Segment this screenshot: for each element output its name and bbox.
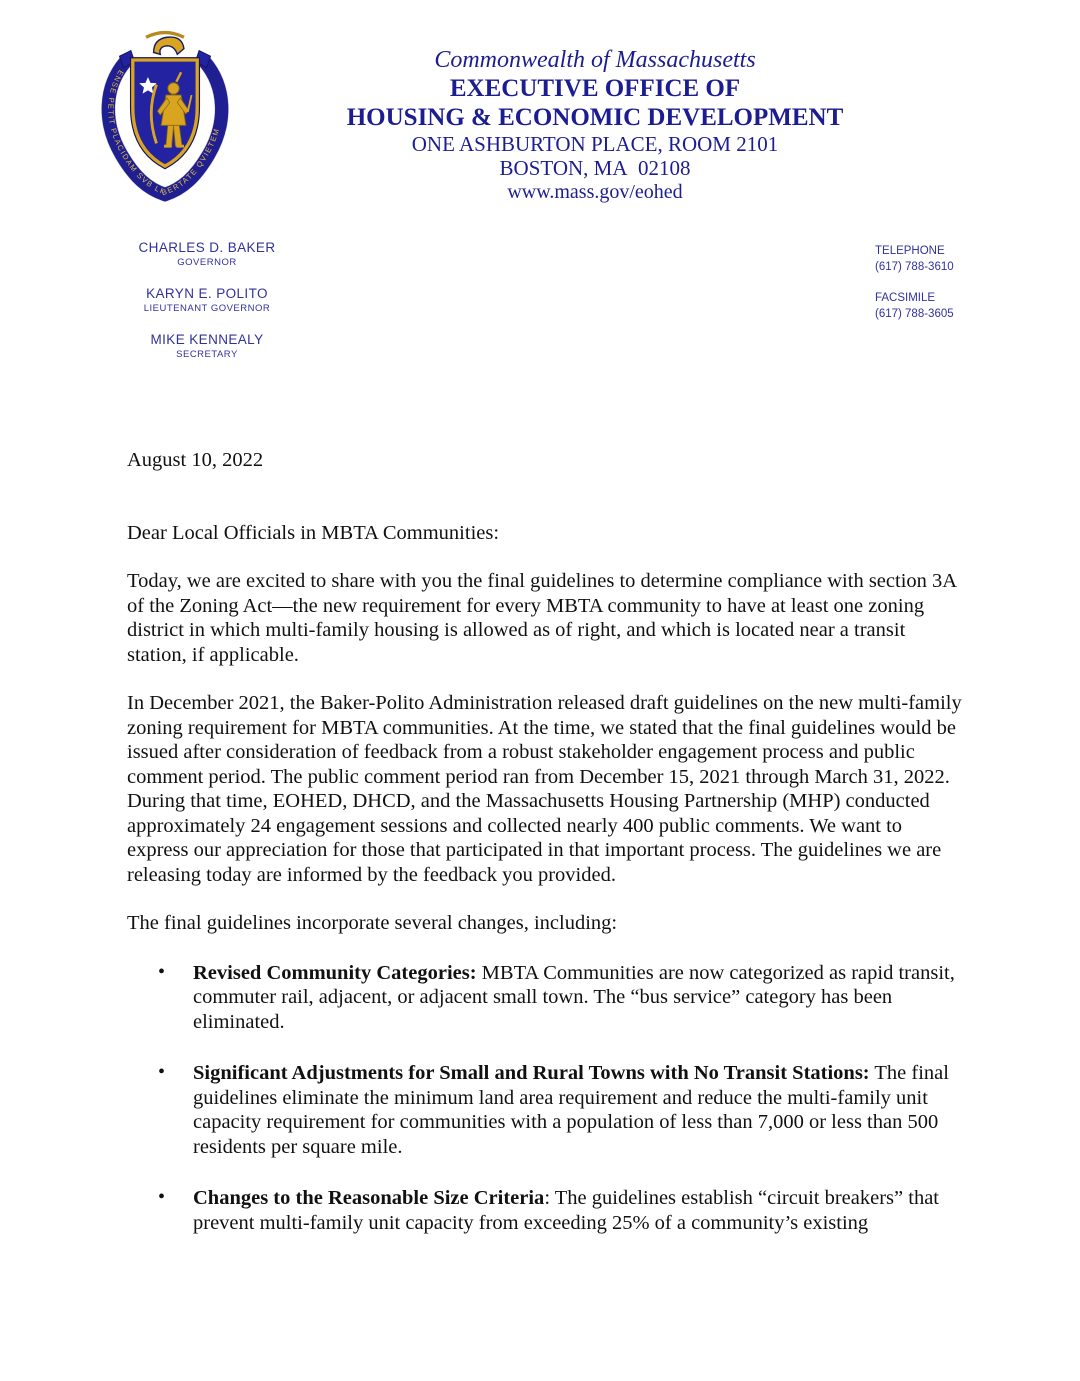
bullet-text: MBTA Communities are now categorized as rapid transit, commuter rail, adjacent, or adjacent small town. The “bus service” category has been eliminated.: [193, 961, 955, 1033]
office-line-1: EXECUTIVE OFFICE OF: [449, 75, 741, 102]
facsimile-number: (617) 788-3605: [875, 308, 954, 320]
letterhead: [150, 46, 1040, 204]
bullet-icon: •: [158, 1186, 166, 1208]
changes-list: [127, 961, 965, 1236]
letter-date: August 10, 2022: [127, 449, 264, 471]
bullet-icon: •: [158, 960, 166, 983]
telephone-label: TELEPHONE: [875, 245, 945, 257]
telephone-block: [875, 243, 954, 275]
bullet-lead: Revised Community Categories:: [193, 961, 477, 984]
facsimile-label: FACSIMILE: [875, 292, 936, 304]
website-url: www.mass.gov/eohed: [507, 181, 683, 203]
official-lt-governor: [117, 286, 297, 315]
bullet-text: The final guidelines eliminate the minimum land area requirement and reduce the multi-family unit capacity requirement for communities with a population of less than 7,000 or less than 500 residents per square mile.: [193, 1062, 949, 1158]
contact-info: [875, 243, 954, 337]
official-governor: [117, 240, 297, 269]
svg-text:ENSE PETIT PLACIDAM SVB LIBERT: ENSE PETIT PLACIDAM SVB LIBERTATE QVIETEM: [106, 68, 222, 198]
list-item-small-rural-towns: [127, 1061, 965, 1159]
official-name: MIKE KENNEALY: [150, 332, 264, 347]
official-secretary: [117, 332, 297, 361]
official-title: SECRETARY: [176, 349, 238, 360]
officials-list: [117, 240, 297, 378]
list-item-community-categories: [127, 961, 965, 1035]
list-intro: The final guidelines incorporate several changes, including:: [127, 912, 618, 934]
org-name-line: Commonwealth of Massachusetts: [434, 47, 756, 73]
official-name: CHARLES D. BAKER: [138, 240, 276, 255]
official-title: LIEUTENANT GOVERNOR: [143, 303, 271, 314]
telephone-number: (617) 788-3610: [875, 261, 954, 273]
address-line-1: ONE ASHBURTON PLACE, ROOM 2101: [411, 132, 779, 156]
address-line-2: BOSTON, MA 02108: [499, 156, 691, 180]
bullet-lead: Changes to the Reasonable Size Criteria: [193, 1187, 545, 1209]
paragraph-2: In December 2021, the Baker-Polito Administration released draft guidelines on the new multi-family zoning requirement for MBTA communities. At the time, we stated that the final guidelines would be issued after consideration of feedback from a robust stakeholder engagement process and public comment period. The public comment period ran from December 15, 2021 through March 31, 2022. During that time, EOHED, DHCD, and the Massachusetts Housing Partnership (MHP) conducted approximately 24 engagement sessions and collected nearly 400 public comments. We want to express our appreciation for those that participated in that important process. The guidelines we are releasing today are informed by the feedback you provided.: [127, 692, 962, 886]
bullet-text: : The guidelines establish “circuit breakers” that prevent multi-family unit capacity from exceeding 25% of a community’s existing: [193, 1187, 939, 1234]
official-title: GOVERNOR: [177, 257, 237, 268]
facsimile-block: [875, 290, 954, 322]
letter-body: [127, 448, 965, 1262]
salutation: Dear Local Officials in MBTA Communities:: [127, 521, 500, 544]
official-name: KARYN E. POLITO: [146, 286, 268, 301]
bullet-icon: •: [158, 1061, 166, 1083]
list-item-reasonable-size: [127, 1186, 965, 1235]
office-line-2: HOUSING & ECONOMIC DEVELOPMENT: [346, 104, 844, 131]
paragraph-1: Today, we are excited to share with you the final guidelines to determine compliance with section 3A of the Zoning Act—the new requirement for every MBTA community to have at least one zoning district in which multi-family housing is allowed as of right, and which is located near a transit station, if applicable.: [127, 570, 956, 666]
bullet-lead: Significant Adjustments for Small and Rural Towns with No Transit Stations:: [193, 1062, 870, 1084]
